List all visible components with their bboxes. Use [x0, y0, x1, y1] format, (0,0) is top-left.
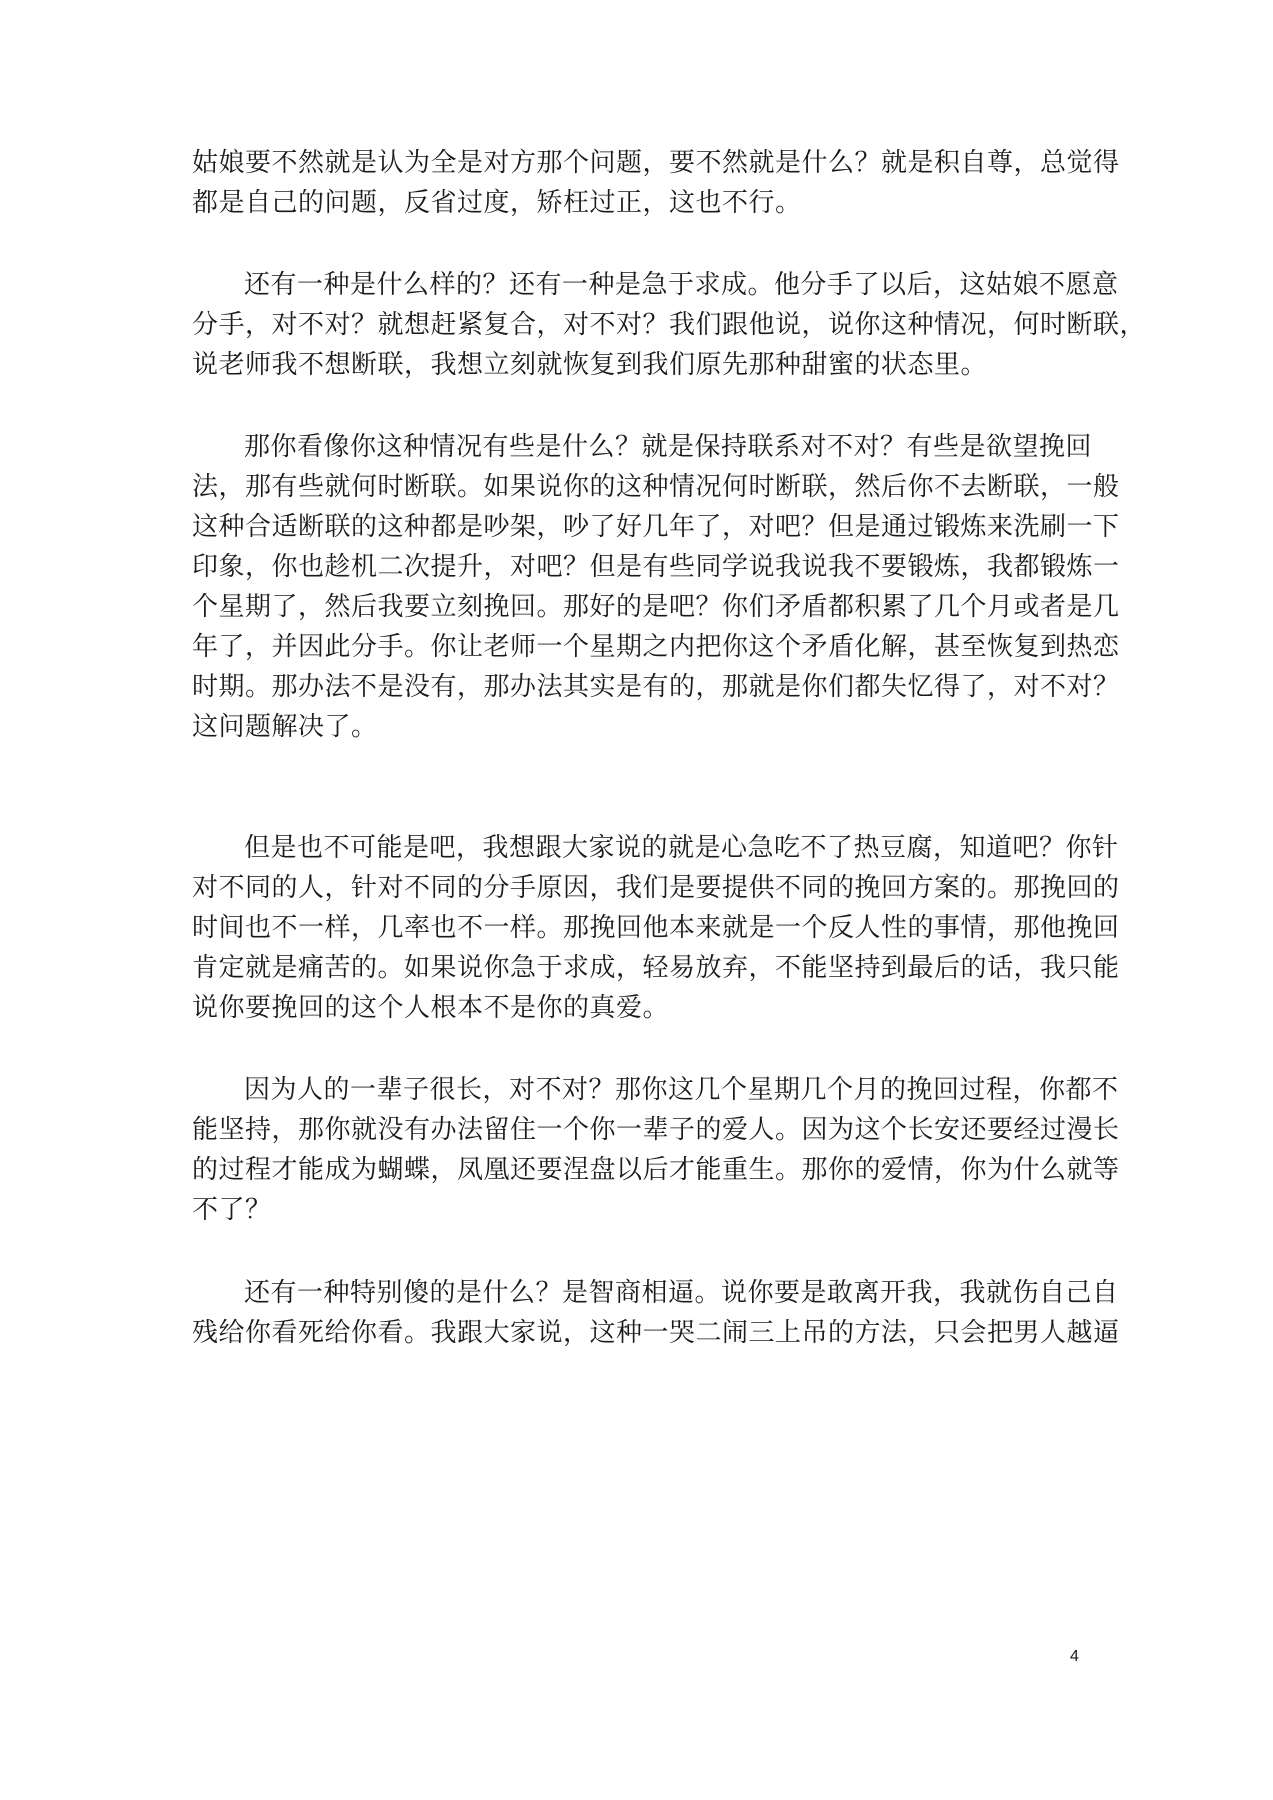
text-line: 残给你看死给你看。我跟大家说，这种一哭二闹三上吊的方法，只会把男人越逼 [192, 1318, 1120, 1348]
text-line: 说你要挽回的这个人根本不是你的真爱。 [192, 993, 670, 1023]
text-line: 还有一种特别傻的是什么？是智商相逼。说你要是敢离开我，我就伤自己自 [244, 1278, 1119, 1308]
page-number: 4 [1070, 1648, 1079, 1665]
text-line: 都是自己的问题，反省过度，矫枉过正，这也不行。 [192, 188, 802, 218]
text-line: 时间也不一样，几率也不一样。那挽回他本来就是一个反人性的事情，那他挽回 [192, 913, 1120, 943]
text-line: 但是也不可能是吧，我想跟大家说的就是心急吃不了热豆腐，知道吧？你针 [244, 833, 1119, 863]
text-line: 法，那有些就何时断联。如果说你的这种情况何时断联，然后你不去断联，一般 [192, 472, 1120, 502]
text-line: 说老师我不想断联，我想立刻就恢复到我们原先那种甜蜜的状态里。 [192, 350, 988, 380]
text-line: 个星期了，然后我要立刻挽回。那好的是吧？你们矛盾都积累了几个月或者是几 [192, 592, 1120, 622]
text-line: 这种合适断联的这种都是吵架，吵了好几年了，对吧？但是通过锻炼来洗刷一下 [192, 512, 1120, 542]
text-line: 那你看像你这种情况有些是什么？就是保持联系对不对？有些是欲望挽回 [244, 432, 1093, 462]
text-line: 年了，并因此分手。你让老师一个星期之内把你这个矛盾化解，甚至恢复到热恋 [192, 632, 1120, 662]
text-line: 这问题解决了。 [192, 712, 378, 742]
text-line: 肯定就是痛苦的。如果说你急于求成，轻易放弃，不能坚持到最后的话，我只能 [192, 953, 1120, 983]
text-line: 印象，你也趁机二次提升，对吧？但是有些同学说我说我不要锻炼，我都锻炼一 [192, 552, 1120, 582]
text-line: 对不同的人，针对不同的分手原因，我们是要提供不同的挽回方案的。那挽回的 [192, 873, 1120, 903]
text-line: 因为人的一辈子很长，对不对？那你这几个星期几个月的挽回过程，你都不 [244, 1075, 1119, 1105]
text-line: 姑娘要不然就是认为全是对方那个问题，要不然就是什么？就是积自尊，总觉得 [192, 148, 1120, 178]
text-line: 能坚持，那你就没有办法留住一个你一辈子的爱人。因为这个长安还要经过漫长 [192, 1115, 1120, 1145]
text-line: 分手，对不对？就想赶紧复合，对不对？我们跟他说，说你这种情况，何时断联， [192, 310, 1147, 340]
text-line: 的过程才能成为蝴蝶，凤凰还要涅盘以后才能重生。那你的爱情，你为什么就等 [192, 1155, 1120, 1185]
text-line: 不了？ [192, 1195, 272, 1225]
text-line: 还有一种是什么样的？还有一种是急于求成。他分手了以后，这姑娘不愿意 [244, 270, 1119, 300]
text-line: 时期。那办法不是没有，那办法其实是有的，那就是你们都失忆得了，对不对？ [192, 672, 1120, 702]
